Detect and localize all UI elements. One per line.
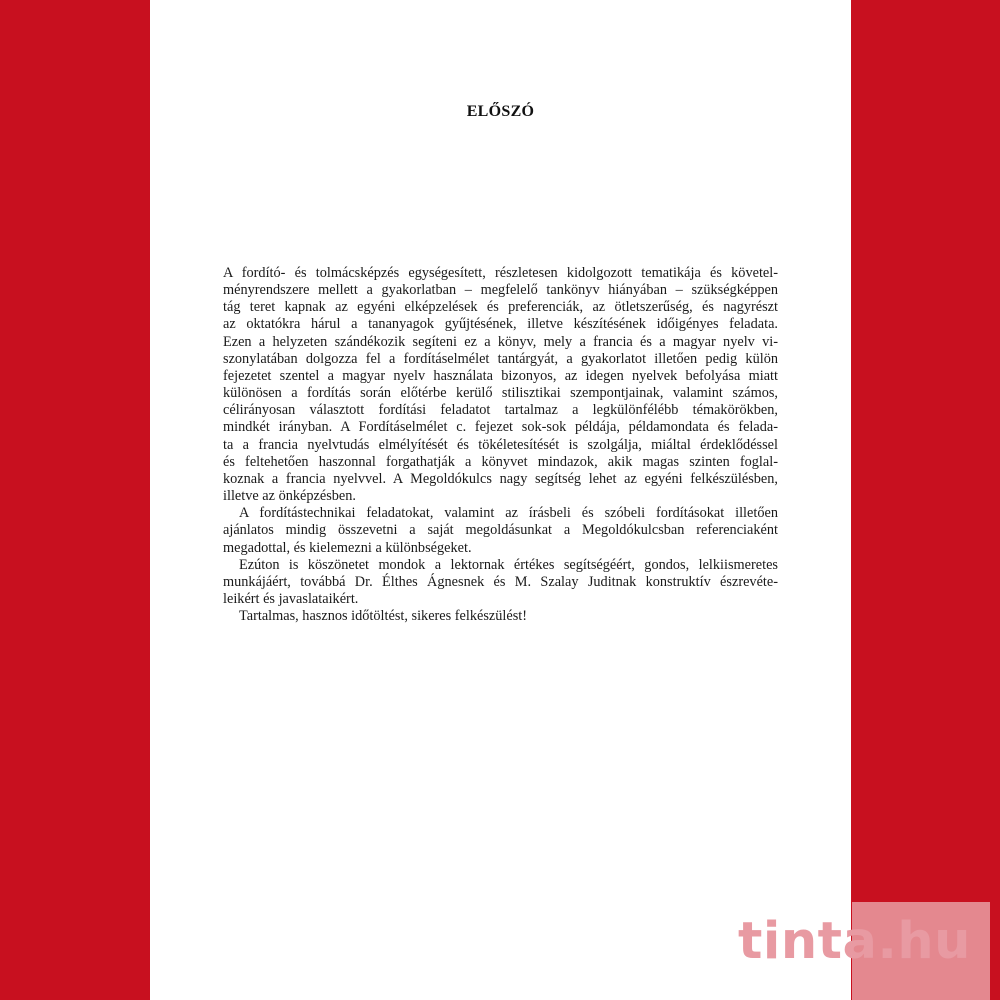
paragraph-line: az oktatókra hárul a tananyagok gyűjtésének, illetve készítésének időigényes feladata. (223, 316, 778, 333)
paragraph-line: megadottal, és kielemezni a különbségeket. (223, 539, 472, 556)
paragraph-line: célirányosan választott fordítási feladatot tartalmaz a legkülönfélébb témakörökben, (223, 402, 778, 419)
paragraph-line: különösen a fordítás során előtérbe kerülő stilisztikai szempontjainak, valamint számos, (223, 385, 778, 402)
paragraph-line: Tartalmas, hasznos időtöltést, sikeres felkészülést! (239, 608, 528, 625)
paragraph-line: szonylatában dolgozza fel a fordításelmélet tantárgyát, a gyakorlatot illetően pedig külön (223, 350, 778, 367)
page-title: ELŐSZÓ (466, 103, 535, 120)
body-text (223, 265, 778, 625)
paragraph-line: A fordító- és tolmácsképzés egységesített, részletesen kidolgozott tematikája és követel- (223, 265, 778, 281)
paragraph-line: tág teret kapnak az egyéni elképzelések és preferenciák, az ötletszerűség, és nagyrészt (223, 299, 778, 316)
paragraph-line: leikért és javaslataikért. (223, 590, 359, 607)
paragraph-line: illetve az önképzésben. (223, 488, 356, 505)
paragraph-line: ta a francia nyelvtudás elmélyítését és tökéletesítését is szolgálja, miáltal érdeklődéssel (223, 436, 778, 453)
watermark-logo-text: tinta.hu (738, 912, 971, 971)
book-page (150, 0, 851, 1000)
paragraph-line: és feltehetően haszonnal forgathatják a könyvet mindazok, akik magas szinten foglal- (223, 453, 778, 470)
paragraph-line: Ezen a helyzeten szándékozik segíteni ez a könyv, mely a francia és a magyar nyelv vi- (223, 333, 778, 350)
paragraph-container (223, 265, 778, 625)
paragraph-line: fejezetet szentel a magyar nyelv használata bizonyos, az idegen nyelvek befolyása miatt (223, 367, 778, 384)
paragraph-line: ajánlatos mindig összevetni a saját megoldásunkat a Megoldókulcsban referenciaként (223, 522, 778, 539)
paragraph-line: Ezúton is köszönetet mondok a lektornak értékes segítségéért, gondos, lelkiismeretes (239, 556, 778, 573)
paragraph-line: A fordítástechnikai feladatokat, valamint az írásbeli és szóbeli fordításokat illetően (239, 505, 778, 522)
paragraph-line: koznak a francia nyelvvel. A Megoldókulcs nagy segítség lehet az egyéni felkészülésben, (223, 470, 778, 487)
paragraph-line: mindkét irányban. A Fordításelmélet c. fejezet sok-sok példája, példamondata és felada- (223, 419, 778, 436)
paragraph-line: ményrendszere mellett a gyakorlatban – megfelelő tankönyv hiányában – szükségképpen (223, 282, 778, 299)
paragraph-line: munkájáért, továbbá Dr. Élthes Ágnesnek és M. Szalay Juditnak konstruktív észrevéte- (223, 573, 778, 590)
